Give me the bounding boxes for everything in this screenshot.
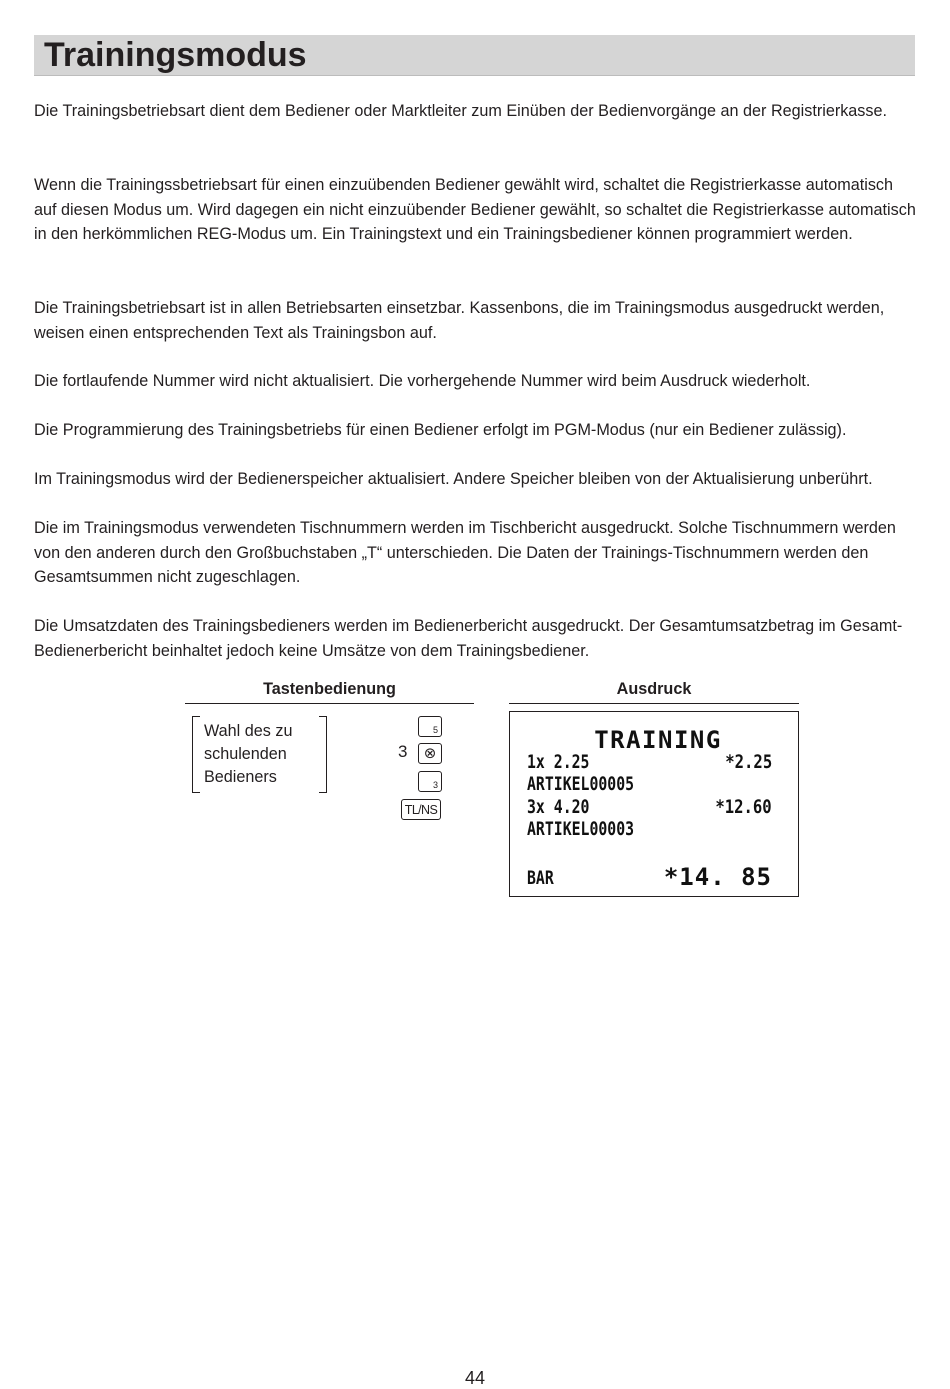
right-bracket — [319, 716, 327, 793]
paragraph-consecutive-number: Die fortlaufende Nummer wird nicht aktualisiert. Die vorhergehende Nummer wird beim Ausdruck wiederholt. — [34, 372, 811, 390]
receipt-line-1-amount: *2.25 — [725, 751, 772, 773]
print-header-rule — [509, 703, 799, 704]
numeric-key-3 — [418, 771, 442, 792]
numeric-key-5 — [418, 716, 442, 737]
print-column-header: Ausdruck — [616, 680, 692, 698]
total-key-label: TL/NS — [404, 803, 438, 817]
receipt-total-label: BAR — [527, 867, 554, 889]
paragraph-memory: Im Trainingsmodus wird der Bedienerspeicher aktualisiert. Andere Speicher bleiben von der Aktualisierung unberührt. — [34, 470, 873, 488]
paragraph-programming: Die Programmierung des Trainingsbetriebs für einen Bediener erfolgt im PGM-Modus (nur ein Bediener zulässig). — [34, 421, 847, 439]
multiply-icon: ⊗ — [423, 745, 437, 762]
step-label — [204, 720, 292, 789]
receipt-line-3-qty: 3x 4.20 — [527, 796, 590, 818]
receipt-line-1-qty: 1x 2.25 — [527, 751, 590, 773]
paragraph-sales-data: Die Umsatzdaten des Trainingsbedieners werden im Bedienerbericht ausgedruckt. Der Gesamtumsatzbetrag im Gesamt-Bedienerbericht beinhaltet jedoch keine Umsätze von dem Trainingsbediener. — [34, 617, 903, 660]
receipt-line-3-amount: *12.60 — [715, 796, 772, 818]
step-label-line-2: schulenden — [204, 745, 287, 763]
page-number: 44 — [464, 1368, 486, 1388]
step-label-line-3: Bedieners — [204, 768, 277, 786]
paragraph-operator-selection: Wenn die Trainingssbetriebsart für einen einzuübenden Bediener gewählt wird, schaltet die Registrierkasse automatisch auf diesen Modus um. Wird dagegen ein nicht einzuübender Bediener gewählt, so schaltet die Registrierkasse automatisch in den herkömmlichen REG-Modus um. Ein Trainingstext und ein Trainingsbediener können programmiert werden. — [34, 176, 916, 243]
keys-column-header: Tastenbedienung — [263, 680, 396, 698]
receipt-title: TRAINING — [594, 726, 722, 754]
left-bracket — [192, 716, 200, 793]
numeric-key-5-label: 5 — [432, 725, 438, 735]
receipt-total-value: *14. 85 — [663, 863, 772, 891]
title-bar — [34, 35, 915, 76]
page-title: Trainingsmodus — [44, 36, 307, 74]
paragraph-table-numbers: Die im Trainingsmodus verwendeten Tischnummern werden im Tischbericht ausgedruckt. Solche Tischnummern werden von den anderen durch den Großbuchstaben „T“ unterschieden. Die Daten der Trainings-Tischnummern werden den Gesamtsummen nicht zugeschlagen. — [34, 519, 896, 586]
keys-header-rule — [185, 703, 474, 704]
paragraph-intro: Die Trainingsbetriebsart dient dem Bediener oder Marktleiter zum Einüben der Bedienvorgänge an der Registrierkasse. — [34, 102, 887, 120]
multiplier-digit: 3 — [398, 742, 408, 761]
numeric-key-3-label: 3 — [432, 780, 438, 790]
receipt-printout — [509, 711, 799, 897]
paragraph-all-modes: Die Trainingsbetriebsart ist in allen Betriebsarten einsetzbar. Kassenbons, die im Trainingsmodus ausgedruckt werden, weisen einen entsprechenden Text als Trainingsbon auf. — [34, 299, 885, 342]
step-label-line-1: Wahl des zu — [204, 722, 293, 740]
receipt-line-2-item: ARTIKEL00005 — [527, 773, 635, 795]
multiply-key — [418, 743, 442, 764]
step-label-box — [192, 716, 327, 793]
total-key-tl-ns — [401, 799, 441, 820]
receipt-line-4-item: ARTIKEL00003 — [527, 818, 635, 840]
